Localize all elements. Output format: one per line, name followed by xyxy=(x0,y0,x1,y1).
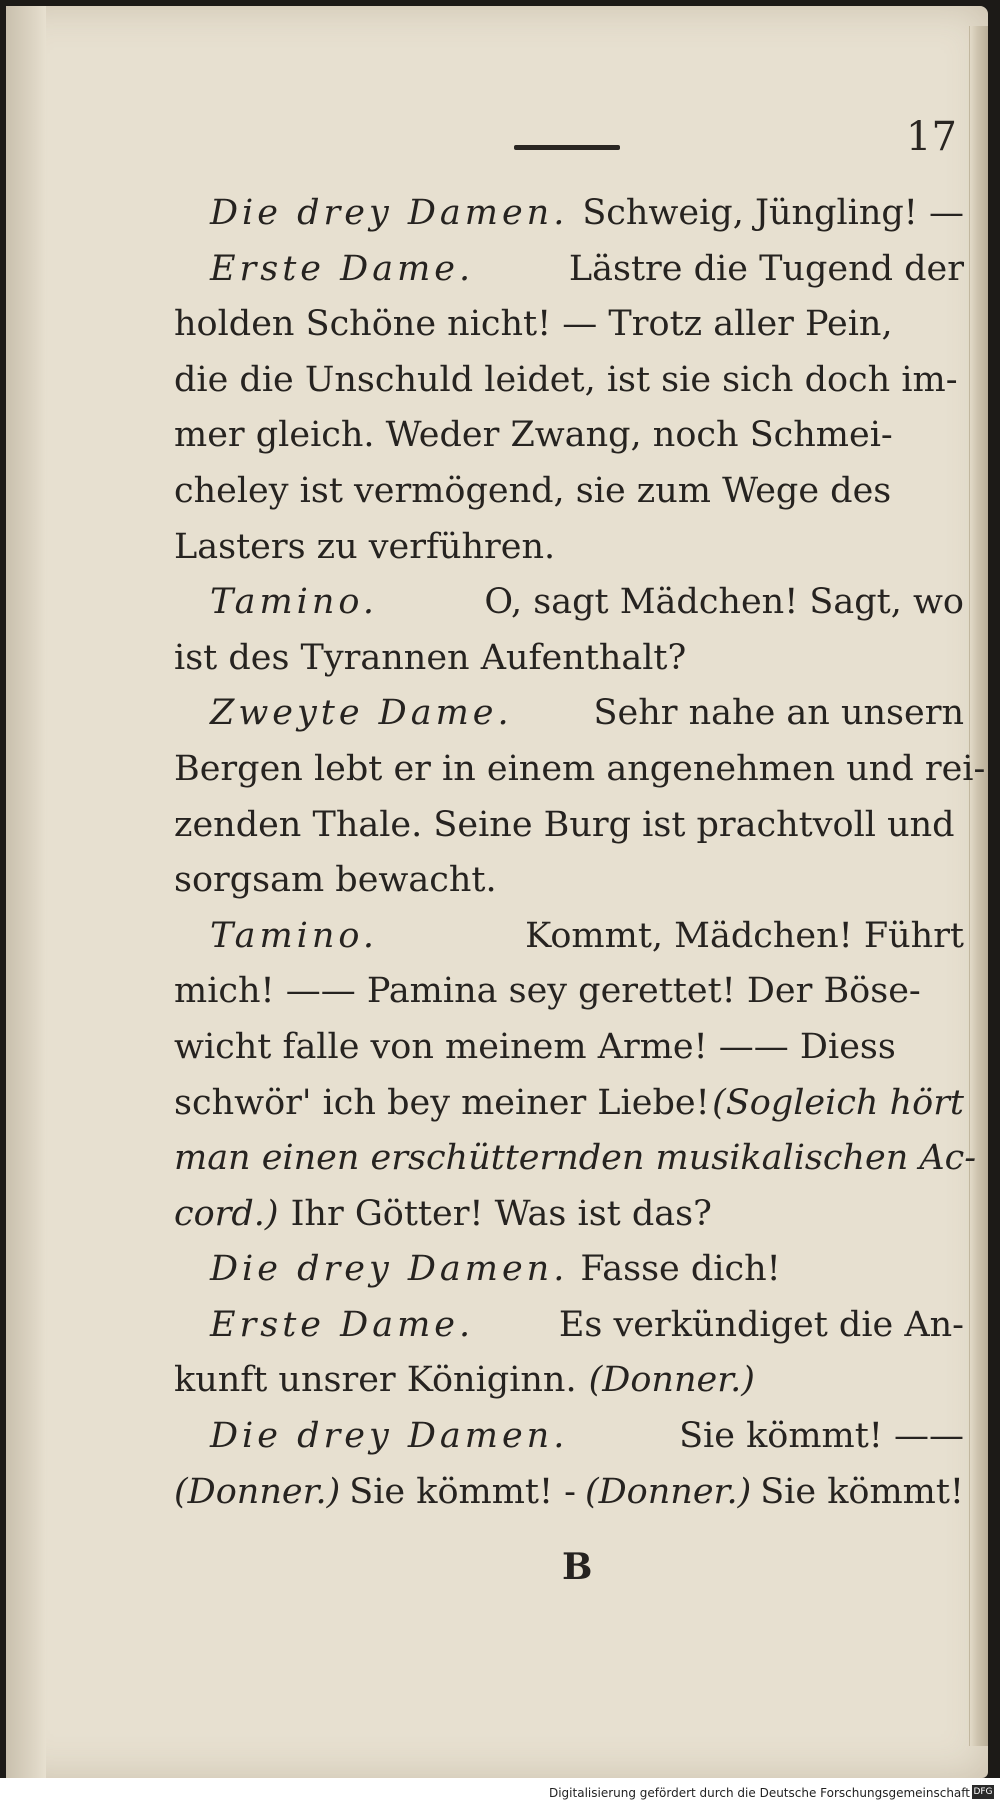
book-page xyxy=(6,6,988,1778)
body-text xyxy=(174,186,986,1520)
line-text: Ihr Götter! Was ist das? xyxy=(290,1193,712,1234)
text-line xyxy=(174,853,964,909)
stage-direction: cord.) xyxy=(174,1193,279,1234)
footer-bar xyxy=(0,1778,1000,1807)
speaker: Die drey Damen. xyxy=(210,193,569,233)
text-line xyxy=(174,742,986,798)
stage-direction: (Donner.) xyxy=(588,1360,755,1401)
text-line xyxy=(174,631,964,687)
text-line xyxy=(174,686,964,742)
text-line xyxy=(174,1298,964,1354)
text-line xyxy=(174,964,964,1020)
text-line xyxy=(174,798,964,854)
text-line xyxy=(174,1187,964,1243)
speaker: Die drey Damen. xyxy=(210,1249,569,1290)
speaker: Zweyte Dame. xyxy=(210,693,513,734)
text-line xyxy=(174,1076,964,1132)
text-line xyxy=(174,1131,977,1187)
line-text: zenden Thale. Seine Burg ist prachtvoll und xyxy=(174,804,955,845)
text-line xyxy=(174,297,964,353)
text-line xyxy=(174,1353,964,1409)
text-line xyxy=(174,186,964,242)
text-line xyxy=(174,242,964,298)
line-text: cheley ist vermögend, sie zum Wege des xyxy=(174,470,892,511)
speaker: Tamino. xyxy=(210,582,378,623)
page-number: 17 xyxy=(906,114,957,160)
line-text: kunft unsrer Königinn. xyxy=(174,1360,577,1401)
line-text: ist des Tyrannen Aufenthalt? xyxy=(174,637,687,678)
page-gutter xyxy=(6,6,46,1778)
line-text: mer gleich. Weder Zwang, noch Schmei- xyxy=(174,415,893,456)
speaker: Erste Dame. xyxy=(210,1304,475,1345)
line-text: mich! —— Pamina sey gerettet! Der Böse- xyxy=(174,971,921,1012)
line-text: Kommt, Mädchen! Führt xyxy=(525,915,964,956)
line-text: sorgsam bewacht. xyxy=(174,860,497,901)
text-line xyxy=(174,1409,964,1465)
line-text: Lästre die Tugend der xyxy=(568,248,964,289)
line-text: Fasse dich! xyxy=(580,1249,781,1290)
stage-direction: (Sogleich hört xyxy=(712,1082,964,1123)
line-text: Lasters zu verführen. xyxy=(174,526,556,567)
speaker: Die drey Damen. xyxy=(210,1416,569,1457)
line-text: Sie kömmt! - xyxy=(349,1471,576,1512)
line-text: wicht falle von meinem Arme! —— Diess xyxy=(174,1026,896,1067)
line-text: Schweig, Jüngling! — xyxy=(582,193,964,233)
text-line xyxy=(174,575,964,631)
text-line xyxy=(174,520,964,576)
line-text: Sehr nahe an unsern xyxy=(593,693,964,734)
stage-direction: (Donner.) xyxy=(174,1471,341,1512)
line-text: Sie kömmt! xyxy=(760,1471,964,1512)
text-line xyxy=(174,1020,964,1076)
speaker: Erste Dame. xyxy=(210,248,475,289)
line-text: schwör' ich bey meiner Liebe! xyxy=(174,1082,710,1123)
text-line xyxy=(174,909,964,965)
stage-direction: (Donner.) xyxy=(584,1471,752,1512)
line-text: Sie kömmt! —— xyxy=(679,1416,964,1457)
stage-direction: man einen erschütternden musikalischen Ac- xyxy=(174,1138,977,1179)
speaker: Tamino. xyxy=(210,915,378,956)
dfg-logo-icon: DFG xyxy=(973,1787,993,1797)
text-line xyxy=(174,464,964,520)
page-edge xyxy=(969,26,988,1746)
header-rule xyxy=(514,145,620,150)
text-line xyxy=(174,1465,964,1521)
signature-mark: B xyxy=(562,1546,593,1588)
line-text: Bergen lebt er in einem angenehmen und rei- xyxy=(174,748,986,789)
text-line xyxy=(174,408,964,464)
footer-credit: Digitalisierung gefördert durch die Deutsche Forschungsgemeinschaft xyxy=(548,1786,970,1800)
line-text: Es verkündiget die An- xyxy=(558,1304,964,1345)
line-text: O, sagt Mädchen! Sagt, wo xyxy=(484,582,964,623)
line-text: holden Schöne nicht! — Trotz aller Pein, xyxy=(174,304,893,345)
text-line xyxy=(174,353,964,409)
text-line xyxy=(174,1242,964,1298)
line-text: die die Unschuld leidet, ist sie sich doch im- xyxy=(174,359,958,400)
